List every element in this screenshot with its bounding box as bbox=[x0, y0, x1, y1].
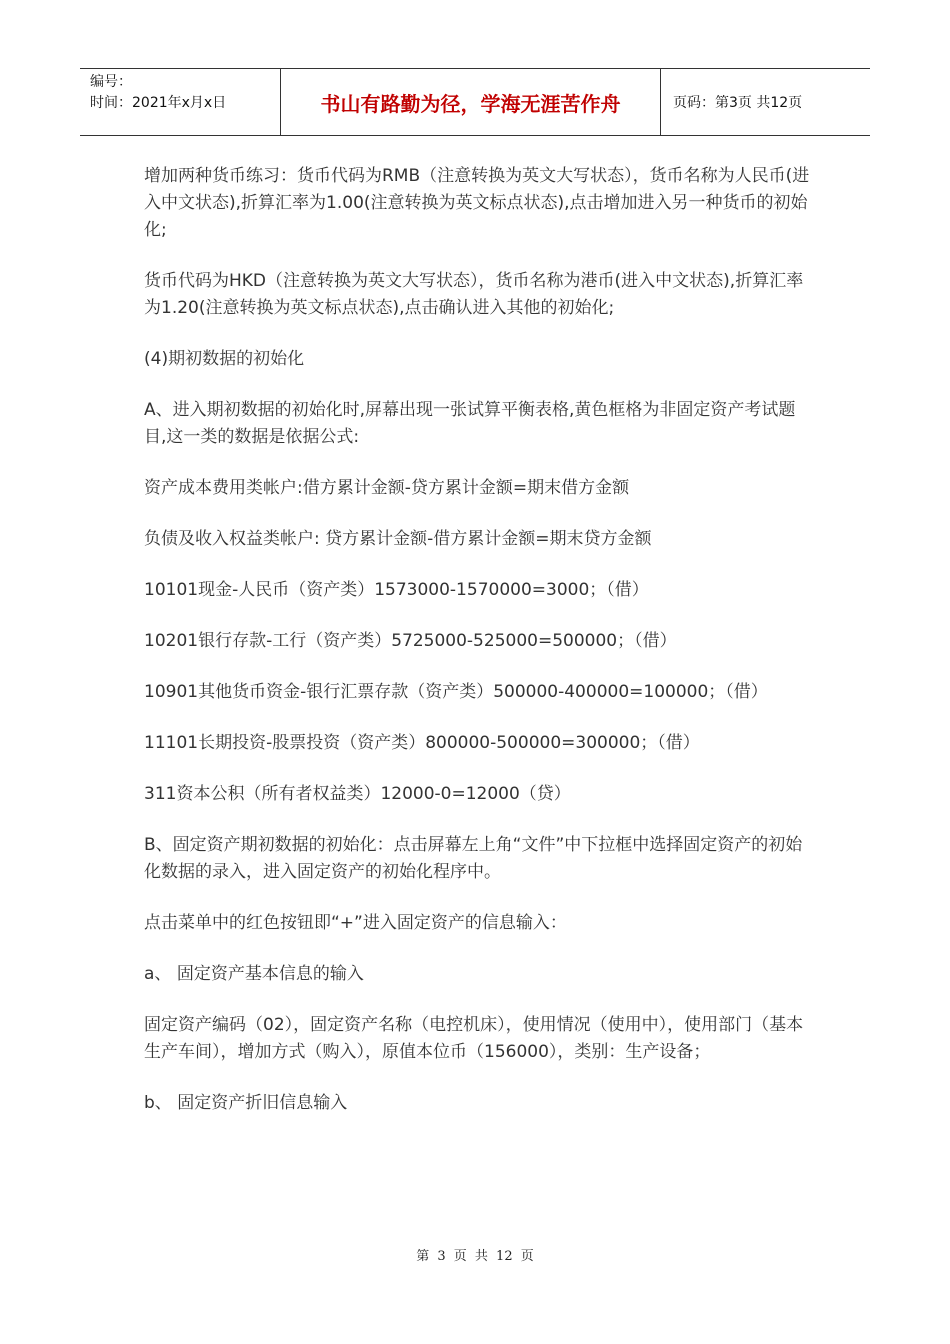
header-motto: 书山有路勤为径，学海无涯苦作舟 bbox=[281, 69, 661, 135]
formula-line: 负债及收入权益类帐户: 贷方累计金额-借方累计金额=期末贷方金额 bbox=[144, 529, 652, 549]
account-entry: 311资本公积（所有者权益类）12000-0=12000（贷） bbox=[144, 784, 571, 804]
subheading: b、 固定资产折旧信息输入 bbox=[144, 1093, 348, 1113]
paragraph: 点击菜单中的红色按钮即“+”进入固定资产的信息输入： bbox=[144, 913, 567, 933]
account-entry: 10101现金-人民币（资产类）1573000-1570000=3000；（借） bbox=[144, 580, 649, 600]
paragraph: A、进入期初数据的初始化时,屏幕出现一张试算平衡表格,黄色框格为非固定资产考试题目,这一类的数据是依据公式: bbox=[144, 400, 796, 447]
paragraph: B、固定资产期初数据的初始化：点击屏幕左上角“文件”中下拉框中选择固定资产的初始化数据的录入，进入固定资产的初始化程序中。 bbox=[144, 835, 803, 882]
account-entry: 11101长期投资-股票投资（资产类）800000-500000=300000；（借） bbox=[144, 733, 700, 753]
header-page-info: 页码：第3页 共12页 bbox=[673, 95, 803, 111]
document-body bbox=[144, 163, 814, 1141]
paragraph: 固定资产编码（02），固定资产名称（电控机床），使用情况（使用中），使用部门（基本生产车间），增加方式（购入），原值本位币（156000），类别：生产设备； bbox=[144, 1015, 804, 1062]
paragraph: 货币代码为HKD（注意转换为英文大写状态），货币名称为港币(进入中文状态),折算汇率为1.20(注意转换为英文标点状态),点击确认进入其他的初始化; bbox=[144, 271, 804, 318]
document-date-label: 时间：2021年x月x日 bbox=[90, 95, 227, 111]
document-number-label: 编号： bbox=[90, 74, 132, 90]
header-meta-cell bbox=[80, 69, 281, 135]
account-entry: 10201银行存款-工行（资产类）5725000-525000=500000；（借） bbox=[144, 631, 677, 651]
paragraph: 增加两种货币练习：货币代码为RMB（注意转换为英文大写状态），货币名称为人民币(进入中文状态),折算汇率为1.00(注意转换为英文标点状态),点击增加进入另一种货币的初始化; bbox=[144, 166, 810, 240]
section-heading: (4)期初数据的初始化 bbox=[144, 349, 305, 369]
page-footer: 第 3 页 共 12 页 bbox=[416, 1249, 534, 1264]
page-header bbox=[80, 68, 870, 136]
subheading: a、 固定资产基本信息的输入 bbox=[144, 964, 364, 984]
account-entry: 10901其他货币资金-银行汇票存款（资产类）500000-400000=100000；（借） bbox=[144, 682, 768, 702]
formula-line: 资产成本费用类帐户:借方累计金额-贷方累计金额=期末借方金额 bbox=[144, 478, 630, 498]
